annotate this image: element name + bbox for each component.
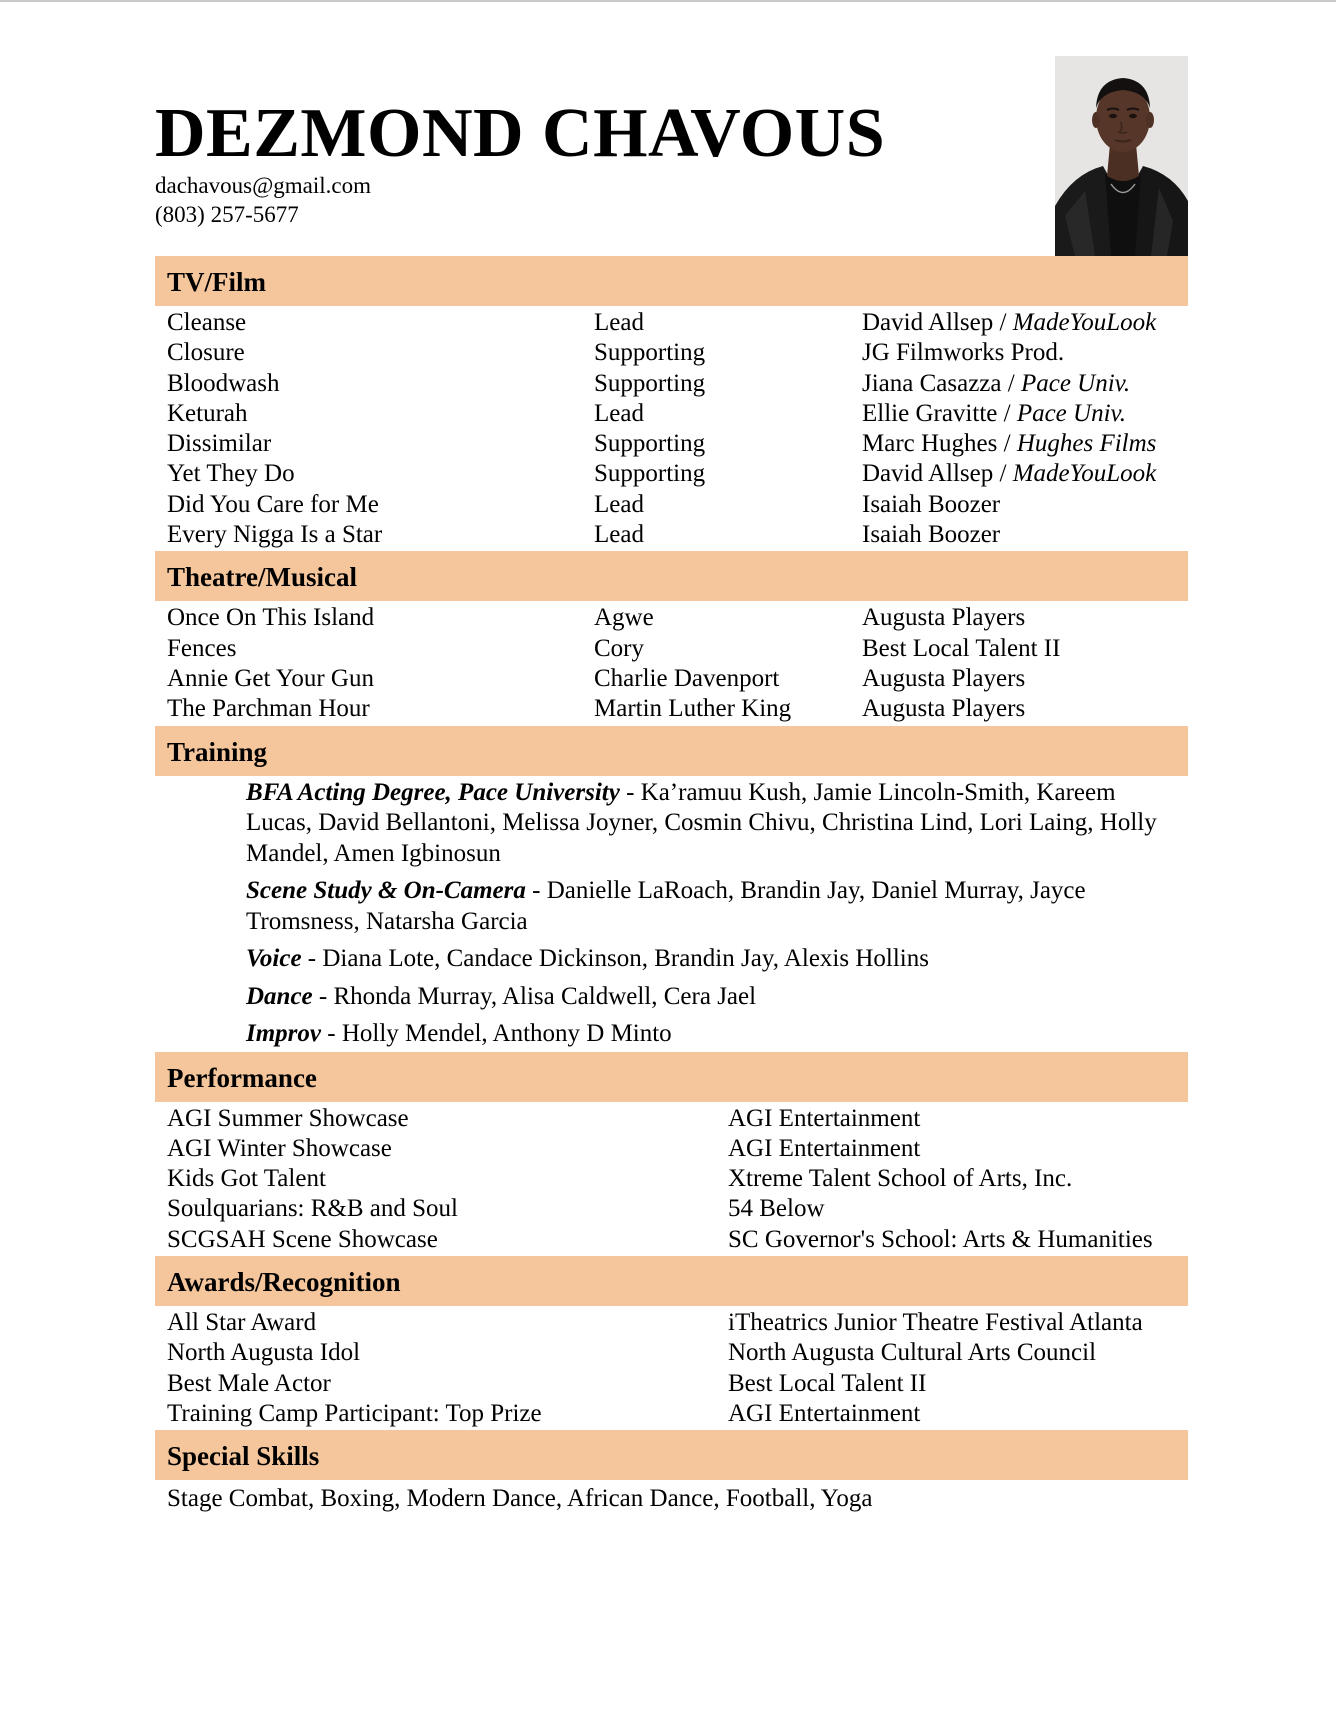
award-name: Best Male Actor: [167, 1369, 331, 1397]
resume-page: [155, 56, 1188, 1515]
credit-role: Supporting: [594, 460, 706, 488]
performance-row: [167, 1134, 1188, 1164]
credit-role: Supporting: [594, 369, 706, 397]
credit-title: Cleanse: [167, 309, 247, 336]
credit-role: Lead: [594, 521, 644, 549]
credit-company: Ellie Gravitte / Pace Univ.: [862, 399, 1127, 427]
performance-list: [155, 1102, 1188, 1256]
award-name: Training Camp Participant: Top Prize: [167, 1399, 542, 1427]
credit-company: David Allsep / MadeYouLook: [862, 309, 1157, 336]
performance-row: [167, 1225, 1188, 1255]
awards-list: [155, 1306, 1188, 1430]
headshot-image: [1055, 56, 1188, 256]
performance-org: AGI Entertainment: [728, 1104, 921, 1132]
training-program: BFA Acting Degree, Pace University: [246, 778, 620, 806]
performance-org: AGI Entertainment: [728, 1134, 921, 1162]
credit-title: Every Nigga Is a Star: [167, 521, 383, 549]
credit-company: JG Filmworks Prod.: [862, 339, 1065, 367]
credit-role: Lead: [594, 399, 644, 427]
credit-row: [167, 369, 1188, 399]
performance-org: Xtreme Talent School of Arts, Inc.: [728, 1165, 1073, 1193]
award-org: AGI Entertainment: [728, 1399, 921, 1427]
credit-title: Yet They Do: [167, 460, 295, 488]
award-row: [167, 1369, 1188, 1399]
credit-role: Supporting: [594, 430, 706, 458]
credit-role: Supporting: [594, 339, 706, 367]
training-item: [246, 982, 1178, 1013]
section-header-awards: Awards/Recognition: [155, 1256, 1188, 1306]
training-list: [155, 776, 1188, 1050]
training-item: [246, 1019, 1178, 1050]
training-instructors: - Ka’ramuu Kush, Jamie Lincoln-Smith, Kareem Lucas, David Bellantoni, Melissa Joyner, Cosmin Chivu, Christina Lind, Lori Laing, Holly Mandel, Amen Igbinosun: [246, 778, 1157, 867]
credit-row: [167, 603, 1188, 633]
award-row: [167, 1308, 1188, 1338]
credit-role: Agwe: [594, 604, 654, 632]
email-text[interactable]: dachavous@gmail.com: [155, 173, 371, 198]
credit-company: Best Local Talent II: [862, 634, 1061, 662]
award-name: All Star Award: [167, 1309, 317, 1337]
credit-title: Annie Get Your Gun: [167, 664, 374, 692]
credit-role: Martin Luther King: [594, 695, 792, 723]
training-program: Dance: [246, 982, 313, 1010]
credit-row: [167, 338, 1188, 368]
credit-row: [167, 429, 1188, 459]
credit-company: Augusta Players: [862, 695, 1026, 723]
award-row: [167, 1338, 1188, 1368]
contact-info: [155, 171, 371, 229]
section-header-performance: Performance: [155, 1052, 1188, 1102]
award-name: North Augusta Idol: [167, 1339, 361, 1367]
performance-row: [167, 1194, 1188, 1224]
credit-row: [167, 664, 1188, 694]
tv-film-list: [155, 306, 1188, 551]
theatre-list: [155, 601, 1188, 725]
performance-org: 54 Below: [728, 1195, 825, 1223]
award-org: Best Local Talent II: [728, 1369, 927, 1397]
credit-company: Marc Hughes / Hughes Films: [862, 430, 1157, 458]
training-instructors: - Diana Lote, Candace Dickinson, Brandin Jay, Alexis Hollins: [301, 945, 929, 973]
credit-title: Bloodwash: [167, 369, 280, 397]
credit-company: David Allsep / MadeYouLook: [862, 460, 1157, 488]
performance-event: AGI Winter Showcase: [167, 1134, 392, 1162]
credit-row: [167, 490, 1188, 520]
phone-text: (803) 257-5677: [155, 202, 299, 227]
credit-row: [167, 694, 1188, 724]
training-instructors: - Danielle LaRoach, Brandin Jay, Daniel Murray, Jayce Tromsness, Natarsha Garcia: [246, 877, 1086, 935]
credit-row: [167, 459, 1188, 489]
skills-text: Stage Combat, Boxing, Modern Dance, African Dance, Football, Yoga: [167, 1485, 873, 1513]
performance-event: SCGSAH Scene Showcase: [167, 1225, 438, 1253]
credit-role: Lead: [594, 490, 644, 518]
performance-row: [167, 1104, 1188, 1134]
award-org: iTheatrics Junior Theatre Festival Atlanta: [728, 1309, 1143, 1337]
training-item: [246, 944, 1178, 975]
section-header-skills: Special Skills: [155, 1430, 1188, 1480]
top-border: [0, 0, 1336, 2]
section-header-training: Training: [155, 726, 1188, 776]
credit-row: [167, 308, 1188, 338]
credit-title: Fences: [167, 634, 237, 662]
training-instructors: - Rhonda Murray, Alisa Caldwell, Cera Jael: [312, 982, 757, 1010]
section-header-tv-film: TV/Film: [155, 256, 1188, 306]
credit-role: Cory: [594, 634, 644, 662]
training-program: Voice: [246, 945, 302, 973]
section-header-theatre: Theatre/Musical: [155, 551, 1188, 601]
credit-title: Once On This Island: [167, 604, 375, 632]
credit-role: Lead: [594, 309, 644, 336]
credit-company: Jiana Casazza / Pace Univ.: [862, 369, 1131, 397]
training-item: [246, 778, 1178, 870]
training-instructors: - Holly Mendel, Anthony D Minto: [321, 1020, 672, 1048]
performance-event: Soulquarians: R&B and Soul: [167, 1195, 458, 1223]
credit-role: Charlie Davenport: [594, 664, 780, 692]
training-program: Improv: [246, 1020, 321, 1048]
credit-company: Isaiah Boozer: [862, 490, 1001, 518]
credit-company: Isaiah Boozer: [862, 521, 1001, 549]
actor-name: DEZMOND CHAVOUS: [155, 95, 886, 172]
credit-company: Augusta Players: [862, 604, 1026, 632]
credit-row: [167, 634, 1188, 664]
credit-title: The Parchman Hour: [167, 695, 370, 723]
performance-event: Kids Got Talent: [167, 1165, 326, 1193]
credit-row: [167, 399, 1188, 429]
credit-title: Dissimilar: [167, 430, 272, 458]
performance-org: SC Governor's School: Arts & Humanities: [728, 1225, 1153, 1253]
credit-row: [167, 520, 1188, 550]
award-row: [167, 1399, 1188, 1429]
training-program: Scene Study & On-Camera: [246, 877, 526, 905]
resume-header: [155, 56, 1188, 256]
credit-company: Augusta Players: [862, 664, 1026, 692]
credit-title: Did You Care for Me: [167, 490, 379, 518]
performance-event: AGI Summer Showcase: [167, 1104, 409, 1132]
credit-title: Closure: [167, 339, 245, 367]
award-org: North Augusta Cultural Arts Council: [728, 1339, 1097, 1367]
training-item: [246, 876, 1178, 937]
performance-row: [167, 1164, 1188, 1194]
headshot-photo: [1055, 56, 1188, 256]
credit-title: Keturah: [167, 399, 248, 427]
